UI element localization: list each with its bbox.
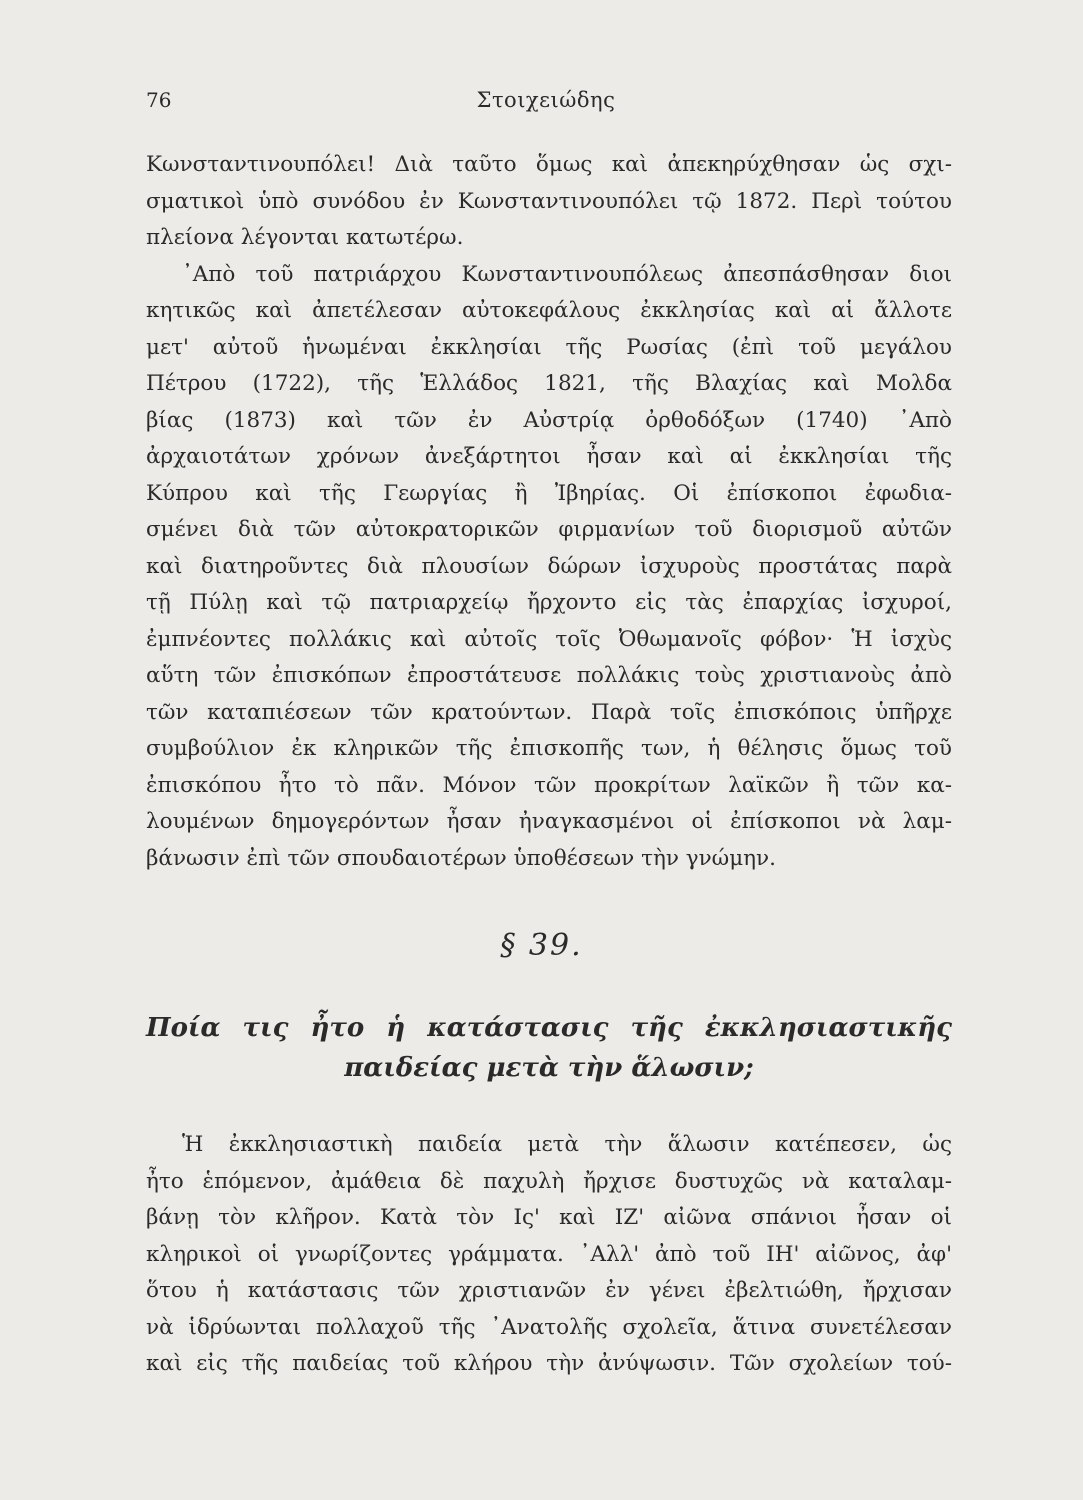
text-line: νὰ ἱδρύωνται πολλαχοῦ τῆς ᾿Ανατολῆς σχολεῖα, ἅτινα συνετέλεσαν [146,1314,952,1340]
text-line: βίας (1873) καὶ τῶν ἐν Αὐστρίᾳ ὀρθοδόξων (1740) ᾿Απὸ [146,407,952,433]
text-line: ᾿Απὸ τοῦ πατριάρχου Κωνσταντινουπόλεως ἀπεσπάσθησαν διοι [182,261,952,287]
page-header [146,88,946,118]
section-number: § 39. [500,928,583,963]
text-line: ἦτο ἑπόμενον, ἀμάθεια δὲ παχυλὴ ἤρχισε δυστυχῶς νὰ καταλαμ- [146,1168,952,1194]
page-number: 76 [146,88,172,112]
text-line: ὅτου ἡ κατάστασις τῶν χριστιανῶν ἐν γένει ἐβελτιώθη, ἤρχισαν [146,1278,952,1303]
text-line: Ἡ ἐκκλησιαστικὴ παιδεία μετὰ τὴν ἅλωσιν κατέπεσεν, ὡς [182,1132,952,1157]
running-title: Στοιχειώδης [476,88,616,112]
text-line: ἐπισκόπου ἦτο τὸ πᾶν. Μόνον τῶν προκρίτων λαϊκῶν ἢ τῶν κα- [146,772,952,798]
text-line: σμένει διὰ τῶν αὐτοκρατορικῶν φιρμανίων τοῦ διορισμοῦ αὐτῶν [146,517,952,542]
text-line: αὕτη τῶν ἐπισκόπων ἐπροστάτευσε πολλάκις τοὺς χριστιανοὺς ἀπὸ [146,663,952,688]
paragraph-1 [146,147,952,877]
text-line: λουμένων δημογερόντων ἦσαν ἠναγκασμένοι οἱ ἐπίσκοποι νὰ λαμ- [146,809,952,834]
text-line: σματικοὶ ὑπὸ συνόδου ἐν Κωνσταντινουπόλει τῷ 1872. Περὶ τούτου [146,188,952,214]
text-line: πλείονα λέγονται κατωτέρω. [146,225,464,250]
text-line: βάνωσιν ἐπὶ τῶν σπουδαιοτέρων ὑποθέσεων τὴν γνώμην. [146,845,776,871]
text-line: ἀρχαιοτάτων χρόνων ἀνεξάρτητοι ἦσαν καὶ αἱ ἐκκλησίαι τῆς [146,444,952,469]
text-line: καὶ εἰς τῆς παιδείας τοῦ κλήρου τὴν ἀνύψωσιν. Τῶν σχολείων τού- [146,1351,952,1376]
section-heading-line: παιδείας μετὰ τὴν ἅλωσιν; [344,1053,754,1083]
text-line: βάνῃ τὸν κλῆρον. Κατὰ τὸν Ις' καὶ ΙΖ' αἰῶνα σπάνιοι ἦσαν οἱ [146,1205,952,1230]
text-line: μετ' αὐτοῦ ἡνωμέναι ἐκκλησίαι τῆς Ρωσίας (ἐπὶ τοῦ μεγάλου [146,334,952,360]
text-line: συμβούλιον ἐκ κληρικῶν τῆς ἐπισκοπῆς των, ἡ θέλησις ὅμως τοῦ [146,736,952,761]
text-line: τῇ Πύλῃ καὶ τῷ πατριαρχείῳ ἤρχοντο εἰς τὰς ἐπαρχίας ἰσχυροί, [146,590,952,615]
section-heading [146,1008,952,1088]
text-line: κητικῶς καὶ ἀπετέλεσαν αὐτοκεφάλους ἐκκλησίας καὶ αἱ ἄλλοτε [146,298,952,323]
text-line: τῶν καταπιέσεων τῶν κρατούντων. Παρὰ τοῖς ἐπισκόποις ὑπῆρχε [146,699,952,725]
text-line: ἐμπνέοντες πολλάκις καὶ αὐτοῖς τοῖς Ὀθωμανοῖς φόβον· Ἡ ἰσχὺς [146,626,952,652]
text-line: Κωνσταντινουπόλει! Διὰ ταῦτο ὅμως καὶ ἀπεκηρύχθησαν ὡς σχι- [146,152,952,177]
text-line: καὶ διατηροῦντες διὰ πλουσίων δώρων ἰσχυροὺς προστάτας παρὰ [146,553,952,579]
paragraph-2 [146,1127,952,1383]
section-heading-line: Ποία τις ἦτο ἡ κατάστασις τῆς ἐκκλησιαστικῆς [146,1013,952,1043]
text-line: Πέτρου (1722), τῆς Ἑλλάδος 1821, τῆς Βλαχίας καὶ Μολδα [146,371,952,396]
text-line: Κύπρου καὶ τῆς Γεωργίας ἢ Ἰβηρίας. Οἱ ἐπίσκοποι ἐφωδια- [146,480,952,506]
text-line: κληρικοὶ οἱ γνωρίζοντες γράμματα. ᾿Αλλ' ἀπὸ τοῦ ΙΗ' αἰῶνος, ἀφ' [146,1241,952,1267]
